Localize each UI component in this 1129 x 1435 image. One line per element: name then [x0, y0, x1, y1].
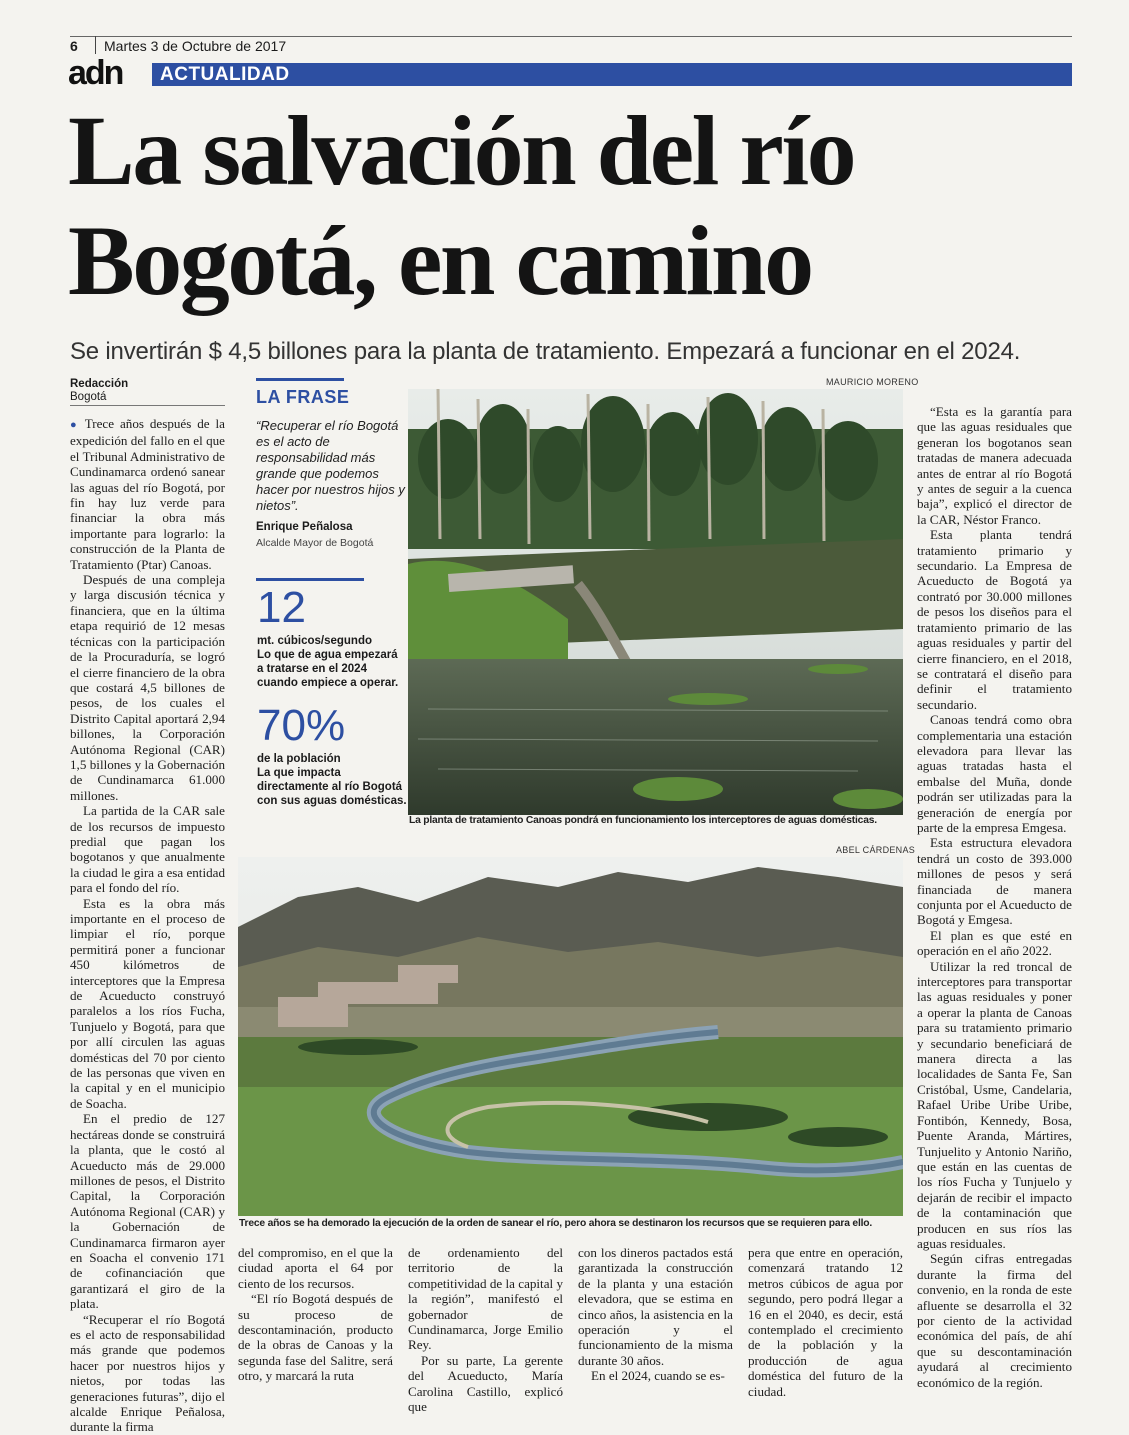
river-valley-photo — [238, 857, 903, 1216]
paragraph: ● Trece años después de la expedición del fallo en el que el Tribunal Administrativo de Cundinamarca ordenó sanear las aguas del río Bogotá, por fin hay luz verde para financiar la obra más importante para lograrlo: la construcción de la Planta de Tratamiento (Ptar) Canoas. — [70, 416, 225, 572]
paragraph: En el predio de 127 hectáreas donde se construirá la planta, que le costó al Acueducto más de 29.000 millones de pesos, el Distrito Capital, la Corporación Autónoma Regional (CAR) y la Gobernación de Cundinamarca firmaron ayer en Soacha el convenio 171 de cofinanciación que garantizará el giro de la plata. — [70, 1111, 225, 1312]
top-photo-caption: La planta de tratamiento Canoas pondrá en funcionamiento los interceptores de aguas domésticas. — [409, 815, 877, 826]
date-separator — [95, 36, 96, 54]
frase-title: LA FRASE — [256, 387, 350, 407]
bottom-photo-caption: Trece años se ha demorado la ejecución de la orden de sanear el río, pero ahora se destinaron los recursos que se requieren para ello. — [239, 1218, 873, 1229]
stat-desc-1: Lo que de agua empezará a tratarse en el 2024 cuando empiece a operar. — [257, 649, 399, 689]
stat-value-2: 70% — [257, 701, 346, 750]
byline-author: Redacción — [70, 378, 129, 390]
paragraph: Según cifras entregadas durante la firma del convenio, en la ronda de este afluente se desarrolla el 32 por ciento de la actividad económica del país, de ahí que su descontaminación ayudará al crecimiento económico de la región. — [917, 1251, 1072, 1390]
brand-logo: adn — [68, 54, 123, 92]
byline-location: Bogotá — [70, 391, 107, 403]
paragraph: del compromiso, en el que la ciudad aporta el 64 por ciento de los recursos. — [238, 1245, 393, 1291]
paragraph: Por su parte, La gerente del Acueducto, María Carolina Castillo, explicó que — [408, 1352, 563, 1415]
frase-role: Alcalde Mayor de Bogotá — [256, 537, 374, 549]
body-column-3 — [408, 1245, 563, 1414]
top-photo-credit: MAURICIO MORENO — [826, 377, 919, 387]
paragraph: Canoas tendrá como obra complementaria una estación elevadora para llevar las aguas tratadas hasta el embalse del Muña, donde podrán ser utilizadas para la generación de energía por parte de la empresa Emgesa. — [917, 712, 1072, 835]
frase-quote: “Recuperar el río Bogotá es el acto de responsabilidad más grande que podemos hacer por nuestros hijos y nietos”. — [256, 418, 405, 513]
section-bar — [152, 63, 1072, 86]
frase-author: Enrique Peñalosa — [256, 521, 353, 533]
paragraph: La partida de la CAR sale de los recursos de impuesto predial que pagan los bogotanos y que anualmente la ciudad le gira a esa entidad para el fondo del río. — [70, 803, 225, 896]
page-number: 6 — [70, 38, 78, 54]
paragraph: En el 2024, cuando se es- — [591, 1368, 725, 1384]
paragraph: Esta es la obra más importante en el proceso de limpiar el río, porque permitirá poner a funcionar 450 kilómetros de interceptores que la Empresa de Acueducto construyó paralelos a los ríos Fucha, Tunjuelo y Bogotá, para que por allí circulen las aguas domésticas del 70 por ciento de las personas que viven en la capital y en el municipio de Soacha. — [70, 895, 225, 1111]
paragraph: Utilizar la red troncal de interceptores para transportar las aguas residuales y poner a operar la planta de Canoas para su tratamiento primario y secundario beneficiará de manera directa a las localidades de Santa Fe, San Cristóbal, Usme, Candelaria, Rafael Uribe Uribe Uribe, Fontibón, Kennedy, Bosa, Puente Aranda, Mártires, Tunjuelito y Antonio Nariño, que están en las cuentas de los ríos Fucha y Tunjuelo y dejarán de recibir el impacto de la contaminación que producen en sus ríos las aguas residuales. — [917, 958, 1072, 1251]
frase-bar — [256, 378, 344, 381]
bottom-photo-credit: ABEL CÁRDENAS — [836, 845, 916, 855]
body-column-1 — [70, 416, 225, 1435]
issue-date: Martes 3 de Octubre de 2017 — [104, 38, 287, 54]
paragraph: Esta planta tendrá tratamiento primario y secundario. La Empresa de Acueducto de Bogotá ya contrató por 30.000 millones de pesos los diseños para el tratamiento primario de las aguas residuales y partir del cierre financiero, en el 2018, se contratará el diseño para definir el tratamiento secundario. — [917, 527, 1072, 712]
paragraph: de ordenamiento del territorio de la competitividad de la capital y la región”, manifestó el gobernador de Cundinamarca, Jorge Emilio Rey. — [408, 1245, 563, 1353]
bullet-icon: ● — [70, 419, 85, 431]
paragraph: El plan es que esté en operación en el año 2022. — [917, 927, 1072, 959]
top-rule — [70, 36, 1072, 37]
paragraph: “Esta es la garantía para que las aguas residuales que generan los bogotanos sean tratadas de manera adecuada antes de entrar al río Bogotá y antes de seguir a la cuenca baja”, explicó el director de la CAR, Néstor Franco. — [917, 404, 1072, 527]
stat-value-1: 12 — [257, 583, 306, 632]
paragraph: Después de una compleja y larga discusión técnica y financiera, que en la última etapa requirió de 12 mesas técnicas con la participación de la Procuraduría, se logró el cierre financiero de la obra que costará 4,5 billones de pesos, de los cuales el Distrito Capital aportará 2,94 billones, la Corporación Autónoma Regional (CAR) 1,5 billones y la Gobernación de Cundinamarca 61.000 millones. — [70, 572, 225, 803]
paragraph: “El río Bogotá después de su proceso de descontaminación, producto de la obras de Canoas y la segunda fase del Salitre, será otro, y marcará la ruta — [238, 1291, 393, 1384]
stats-bar — [256, 578, 364, 581]
paragraph: “Recuperar el río Bogotá es el acto de responsabilidad más grande que podemos hacer por nuestros hijos y nietos, por todas las generaciones futuras”, dijo el alcalde Enrique Peñalosa, durante la firma — [70, 1311, 225, 1435]
paragraph: pera que entre en operación, comenzará tratando 12 metros cúbicos de agua por segundo, pero podrá llegar a 16 en el 2040, es decir, está contemplado el crecimiento de la población y la producción de agua doméstica del futuro de la ciudad. — [748, 1245, 903, 1399]
stat-desc-2: La que impacta directamente al río Bogotá con sus aguas domésticas. — [257, 767, 407, 807]
body-column-6 — [917, 404, 1072, 1390]
paragraph: Esta estructura elevadora tendrá un costo de 393.000 millones de pesos y será financiada de manera conjunta por el Acueducto de Bogotá y Emgesa. — [917, 835, 1072, 928]
stat-unit-2: de la población — [257, 753, 341, 765]
subheadline: Se invertirán $ 4,5 billones para la planta de tratamiento. Empezará a funcionar en el 2024. — [70, 338, 1021, 365]
treatment-plant-photo — [408, 389, 903, 815]
body-column-4 — [578, 1245, 733, 1384]
body-column-5 — [748, 1245, 903, 1399]
headline — [68, 96, 1072, 316]
byline-rule — [70, 405, 225, 406]
paragraph: con los dineros pactados está garantizada la construcción de la planta y una estación elevadora, que se estima en cinco años, la asistencia en la operación y el funcionamiento de la misma durante 30 años. — [578, 1245, 733, 1368]
body-column-2 — [238, 1245, 393, 1384]
headline-line-2: Bogotá, en camino — [68, 205, 812, 316]
headline-line-1: La salvación del río — [68, 95, 855, 206]
section-label: ACTUALIDAD — [160, 64, 290, 85]
stat-unit-1: mt. cúbicos/segundo — [257, 635, 373, 647]
